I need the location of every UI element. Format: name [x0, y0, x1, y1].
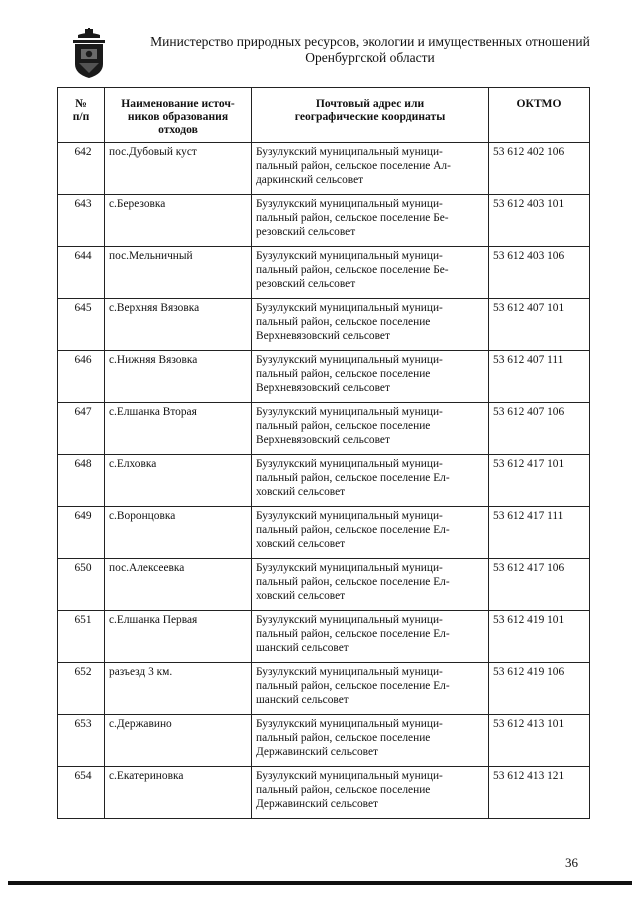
table-row — [58, 559, 590, 611]
postal-address — [252, 403, 489, 455]
row-number: 653 — [58, 715, 105, 767]
oktmo-code: 53 612 417 106 — [489, 559, 590, 611]
address-line: Бузулукский муниципальный муници- — [256, 666, 443, 678]
column-header-number: № п/п — [58, 88, 105, 143]
table-row — [58, 507, 590, 559]
address-line: Бузулукский муниципальный муници- — [256, 510, 443, 522]
table-row — [58, 715, 590, 767]
address-line: Бузулукский муниципальный муници- — [256, 614, 443, 626]
row-number: 645 — [58, 299, 105, 351]
table-row — [58, 247, 590, 299]
address-line: ховский сельсовет — [256, 590, 346, 602]
oktmo-code: 53 612 417 101 — [489, 455, 590, 507]
source-name: пос.Алексеевка — [105, 559, 252, 611]
source-name: разъезд 3 км. — [105, 663, 252, 715]
address-line: Бузулукский муниципальный муници- — [256, 718, 443, 730]
source-name: с.Нижняя Вязовка — [105, 351, 252, 403]
source-name: с.Елховка — [105, 455, 252, 507]
address-line: пальный район, сельское поселение Бе- — [256, 212, 449, 224]
address-line: даркинский сельсовет — [256, 174, 364, 186]
oktmo-code: 53 612 419 106 — [489, 663, 590, 715]
address-line: пальный район, сельское поселение — [256, 732, 431, 744]
oktmo-code: 53 612 403 101 — [489, 195, 590, 247]
address-line: Бузулукский муниципальный муници- — [256, 198, 443, 210]
row-number: 651 — [58, 611, 105, 663]
postal-address — [252, 663, 489, 715]
postal-address — [252, 143, 489, 195]
row-number: 643 — [58, 195, 105, 247]
postal-address — [252, 247, 489, 299]
table-row — [58, 195, 590, 247]
address-line: пальный район, сельское поселение — [256, 784, 431, 796]
address-line: пальный район, сельское поселение — [256, 368, 431, 380]
address-line: Бузулукский муниципальный муници- — [256, 250, 443, 262]
coat-of-arms-icon — [70, 28, 108, 78]
column-header-oktmo: ОКТМО — [489, 88, 590, 143]
oktmo-code: 53 612 403 106 — [489, 247, 590, 299]
table-row — [58, 611, 590, 663]
address-line: пальный район, сельское поселение — [256, 420, 431, 432]
bottom-divider — [8, 881, 632, 885]
address-line: ховский сельсовет — [256, 486, 346, 498]
row-number: 642 — [58, 143, 105, 195]
waste-sources-table — [57, 87, 590, 819]
address-line: резовский сельсовет — [256, 278, 356, 290]
source-name: с.Березовка — [105, 195, 252, 247]
oktmo-code: 53 612 407 101 — [489, 299, 590, 351]
source-name: с.Екатериновка — [105, 767, 252, 819]
table-header-row — [58, 88, 590, 143]
oktmo-code: 53 612 417 111 — [489, 507, 590, 559]
address-line: шанский сельсовет — [256, 694, 349, 706]
row-number: 654 — [58, 767, 105, 819]
source-name: с.Верхняя Вязовка — [105, 299, 252, 351]
address-line: Верхневязовский сельсовет — [256, 330, 390, 342]
table-row — [58, 767, 590, 819]
address-line: пальный район, сельское поселение Ел- — [256, 628, 450, 640]
address-line: пальный район, сельское поселение Ел- — [256, 680, 450, 692]
table-row — [58, 663, 590, 715]
address-line: пальный район, сельское поселение — [256, 316, 431, 328]
oktmo-code: 53 612 419 101 — [489, 611, 590, 663]
row-number: 650 — [58, 559, 105, 611]
address-line: Бузулукский муниципальный муници- — [256, 146, 443, 158]
address-line: Верхневязовский сельсовет — [256, 434, 390, 446]
postal-address — [252, 195, 489, 247]
postal-address — [252, 559, 489, 611]
table-row — [58, 403, 590, 455]
oktmo-code: 53 612 413 101 — [489, 715, 590, 767]
column-header-name: Наименование источ- ников образования отходов — [105, 88, 252, 143]
source-name: с.Державино — [105, 715, 252, 767]
address-line: пальный район, сельское поселение Бе- — [256, 264, 449, 276]
source-name: с.Елшанка Вторая — [105, 403, 252, 455]
address-line: шанский сельсовет — [256, 642, 349, 654]
address-line: Бузулукский муниципальный муници- — [256, 354, 443, 366]
postal-address — [252, 299, 489, 351]
address-line: ховский сельсовет — [256, 538, 346, 550]
address-line: Бузулукский муниципальный муници- — [256, 562, 443, 574]
address-line: резовский сельсовет — [256, 226, 356, 238]
postal-address — [252, 611, 489, 663]
address-line: пальный район, сельское поселение Ел- — [256, 524, 450, 536]
column-header-address: Почтовый адрес или географические координаты — [252, 88, 489, 143]
postal-address — [252, 767, 489, 819]
address-line: Бузулукский муниципальный муници- — [256, 770, 443, 782]
ministry-header — [120, 34, 620, 66]
address-line: пальный район, сельское поселение Ел- — [256, 576, 450, 588]
page-number: 36 — [565, 855, 578, 870]
table-row — [58, 299, 590, 351]
row-number: 644 — [58, 247, 105, 299]
row-number: 649 — [58, 507, 105, 559]
ministry-name: Министерство природных ресурсов, экологии и имущественных отношений — [150, 34, 590, 49]
address-line: Державинский сельсовет — [256, 746, 379, 758]
address-line: пальный район, сельское поселение Ал- — [256, 160, 451, 172]
table-row — [58, 351, 590, 403]
table-row — [58, 143, 590, 195]
row-number: 646 — [58, 351, 105, 403]
oktmo-code: 53 612 407 106 — [489, 403, 590, 455]
postal-address — [252, 455, 489, 507]
source-name: с.Елшанка Первая — [105, 611, 252, 663]
oktmo-code: 53 612 402 106 — [489, 143, 590, 195]
source-name: с.Воронцовка — [105, 507, 252, 559]
row-number: 647 — [58, 403, 105, 455]
address-line: Бузулукский муниципальный муници- — [256, 458, 443, 470]
table-body — [58, 143, 590, 819]
address-line: Бузулукский муниципальный муници- — [256, 302, 443, 314]
address-line: Верхневязовский сельсовет — [256, 382, 390, 394]
oktmo-code: 53 612 407 111 — [489, 351, 590, 403]
postal-address — [252, 507, 489, 559]
address-line: Державинский сельсовет — [256, 798, 379, 810]
address-line: пальный район, сельское поселение Ел- — [256, 472, 450, 484]
table-row — [58, 455, 590, 507]
row-number: 652 — [58, 663, 105, 715]
oktmo-code: 53 612 413 121 — [489, 767, 590, 819]
row-number: 648 — [58, 455, 105, 507]
postal-address — [252, 715, 489, 767]
address-line: Бузулукский муниципальный муници- — [256, 406, 443, 418]
postal-address — [252, 351, 489, 403]
source-name: пос.Дубовый куст — [105, 143, 252, 195]
ministry-region: Оренбургской области — [305, 50, 435, 65]
source-name: пос.Мельничный — [105, 247, 252, 299]
